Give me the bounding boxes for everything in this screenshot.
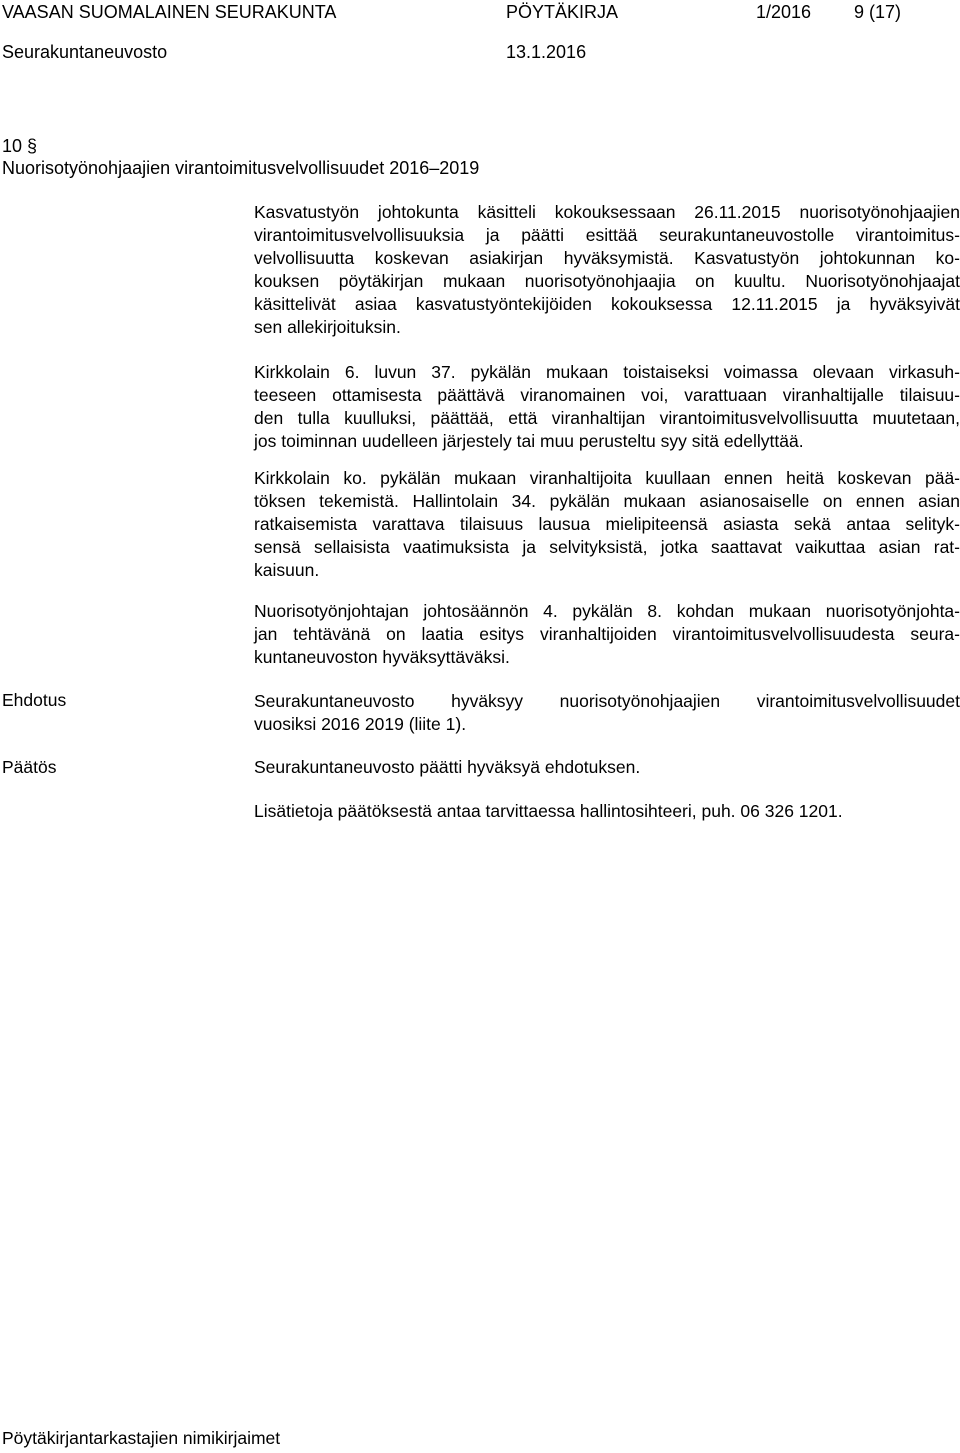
text-line: virantoimitusvelvollisuuksia ja päätti esittää seurakuntaneuvostolle virantoimitus-: [254, 225, 960, 245]
section-title: Nuorisotyönohjaajien virantoimitusvelvollisuudet 2016–2019: [2, 158, 480, 178]
paragraph-background: [254, 201, 960, 339]
text-line: Kasvatustyön johtokunta käsitteli kokouksessaan 26.11.2015 nuorisotyönohjaajien: [254, 202, 960, 222]
header-org: VAASAN SUOMALAINEN SEURAKUNTA: [2, 2, 337, 22]
text-line: kuntaneuvoston hyväksyttäväksi.: [254, 647, 510, 667]
decision-text: Seurakuntaneuvosto päätti hyväksyä ehdotuksen.: [254, 757, 641, 777]
text-line: velvollisuutta koskevan asiakirjan hyväksymistä. Kasvatustyön johtokunnan ko-: [254, 248, 960, 268]
section-number-line: [2, 136, 37, 157]
text-line: käsittelivät asiaa kasvatustyöntekijöiden kokouksessa 12.11.2015 ja hyväksyivät: [254, 294, 960, 314]
header-doc-type: PÖYTÄKIRJA: [506, 2, 619, 22]
contact-info: Lisätietoja päätöksestä antaa tarvittaessa hallintosihteeri, puh. 06 326 1201.: [254, 801, 843, 821]
header-page: 9 (17): [854, 2, 902, 22]
proposal-text: [254, 690, 960, 736]
paragraph: [254, 201, 960, 339]
text-line: kouksen pöytäkirjan mukaan nuorisotyönohjaajia on kuultu. Nuorisotyönohjaajat: [254, 271, 960, 291]
text-line: kaisuun.: [254, 560, 320, 580]
text-line: ratkaisemista varattava tilaisuus lausua mielipiteensä asiasta sekä antaa selityk-: [254, 514, 960, 534]
text-line: jan tehtävänä on laatia esitys viranhaltijoiden virantoimitusvelvollisuudesta seura-: [254, 624, 960, 644]
paragraph-johtosaanto: [254, 600, 960, 669]
paragraph: [254, 600, 960, 669]
header-doc-number: 1/2016: [756, 2, 812, 22]
footer-initials: Pöytäkirjantarkastajien nimikirjaimet: [2, 1428, 281, 1448]
section-mark: §: [27, 136, 38, 156]
text-line: jos toiminnan uudelleen järjestely tai muu perusteltu syy sitä edellyttää.: [254, 431, 804, 451]
header-body: Seurakuntaneuvosto: [2, 42, 168, 62]
text-line: Kirkkolain ko. pykälän mukaan viranhaltijoita kuullaan ennen heitä koskevan pää-: [254, 468, 960, 488]
text-line: den tulla kuulluksi, päättää, että viranhaltijan virantoimitusvelvollisuutta muutetaan,: [254, 408, 960, 428]
paragraph: [254, 690, 960, 736]
text-line: sen allekirjoituksin.: [254, 317, 401, 337]
text-line: sensä sellaisista vaatimuksista ja selvityksistä, jotka saattavat vaikuttaa asian rat-: [254, 537, 960, 557]
text-line: Kirkkolain 6. luvun 37. pykälän mukaan toistaiseksi voimassa olevaan virkasuh-: [254, 362, 960, 382]
decision-label: Päätös: [2, 757, 57, 777]
paragraph: [254, 361, 960, 453]
text-line: töksen tekemistä. Hallintolain 34. pykälän mukaan asianosaiselle on ennen asian: [254, 491, 960, 511]
text-line: vuosiksi 2016 2019 (liite 1).: [254, 714, 467, 734]
section-number: 10: [2, 136, 23, 156]
text-line: teeseen ottamisesta päättävä viranomainen voi, varattuaan viranhaltijalle tilaisuu-: [254, 385, 960, 405]
paragraph-kirkkolaki-37: [254, 361, 960, 453]
header-date: 13.1.2016: [506, 42, 587, 62]
proposal-label: Ehdotus: [2, 690, 67, 710]
paragraph: [254, 467, 960, 582]
text-line: Nuorisotyönjohtajan johtosäännön 4. pykälän 8. kohdan mukaan nuorisotyönjohta-: [254, 601, 960, 621]
paragraph-hearing: [254, 467, 960, 582]
text-line: Seurakuntaneuvosto hyväksyy nuorisotyönohjaajien virantoimitusvelvollisuudet: [254, 691, 960, 711]
